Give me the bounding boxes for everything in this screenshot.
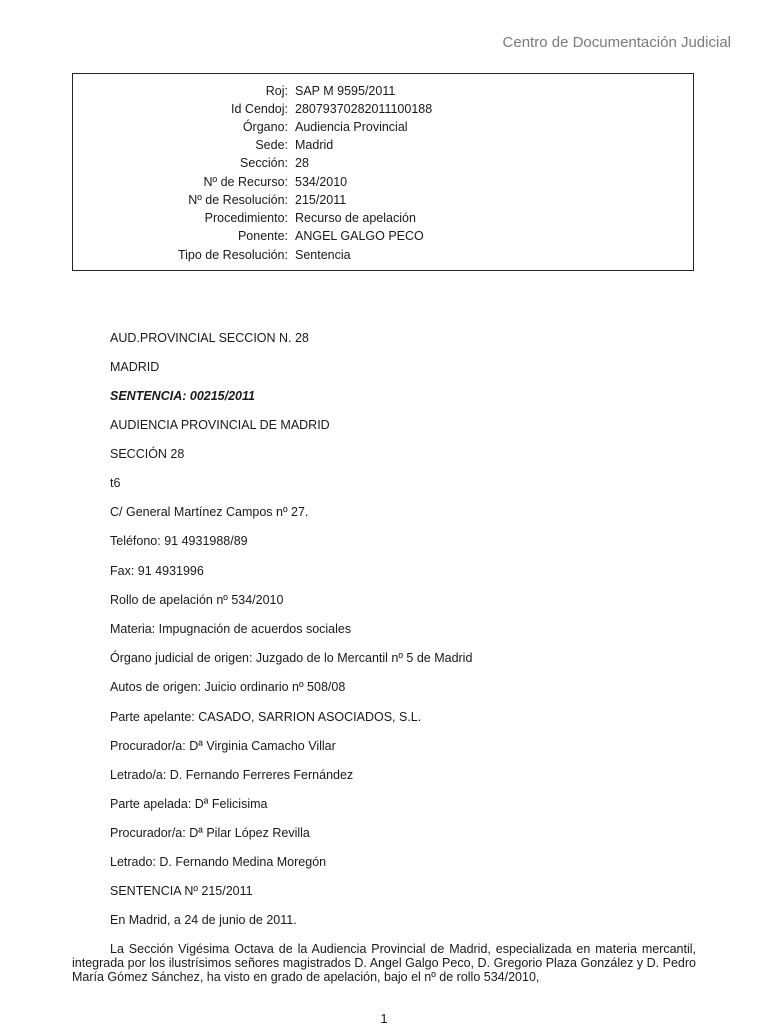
metadata-value: 534/2010 <box>295 175 348 189</box>
city-line: MADRID <box>110 360 160 374</box>
metadata-row <box>73 175 693 193</box>
metadata-row <box>73 138 693 156</box>
address-line: C/ General Martínez Campos nº 27. <box>110 505 309 519</box>
metadata-box <box>72 73 694 271</box>
metadata-label: Nº de Resolución: <box>188 193 288 207</box>
metadata-value: ANGEL GALGO PECO <box>295 229 424 243</box>
metadata-label: Sección: <box>240 156 288 170</box>
origin-court-line: Órgano judicial de origen: Juzgado de lo Mercantil nº 5 de Madrid <box>110 651 473 665</box>
appellant-procurator-line: Procurador/a: Dª Virginia Camacho Villar <box>110 739 336 753</box>
sentence-number-line: SENTENCIA Nº 215/2011 <box>110 884 253 898</box>
metadata-row <box>73 229 693 247</box>
metadata-label: Nº de Recurso: <box>203 175 288 189</box>
metadata-row <box>73 102 693 120</box>
origin-case-line: Autos de origen: Juicio ordinario nº 508/08 <box>110 680 346 694</box>
metadata-label: Ponente: <box>237 229 288 243</box>
subject-line: Materia: Impugnación de acuerdos sociales <box>110 622 352 636</box>
metadata-row <box>73 248 693 266</box>
appeal-roll-line: Rollo de apelación nº 534/2010 <box>110 593 284 607</box>
fax-line: Fax: 91 4931996 <box>110 564 204 578</box>
appellant-line: Parte apelante: CASADO, SARRION ASOCIADOS, S.L. <box>110 710 422 724</box>
metadata-value: Audiencia Provincial <box>295 120 408 134</box>
metadata-row <box>73 193 693 211</box>
metadata-value: Madrid <box>295 138 334 152</box>
metadata-label: Procedimiento: <box>204 211 288 225</box>
metadata-label: Tipo de Resolución: <box>177 248 288 262</box>
section-line: SECCIÓN 28 <box>110 447 185 461</box>
metadata-value: Recurso de apelación <box>295 211 416 225</box>
metadata-value: SAP M 9595/2011 <box>295 84 396 98</box>
phone-line: Teléfono: 91 4931988/89 <box>110 534 248 548</box>
header-brand: Centro de Documentación Judicial <box>502 34 731 51</box>
metadata-label: Id Cendoj: <box>231 102 288 116</box>
metadata-value: 28079370282011100188 <box>295 102 433 116</box>
code-line: t6 <box>110 476 121 490</box>
court-section-line: AUD.PROVINCIAL SECCION N. 28 <box>110 331 309 345</box>
metadata-label: Roj: <box>265 84 288 98</box>
appellee-line: Parte apelada: Dª Felicisima <box>110 797 268 811</box>
metadata-label: Sede: <box>255 138 288 152</box>
metadata-value: 215/2011 <box>295 193 347 207</box>
court-name-line: AUDIENCIA PROVINCIAL DE MADRID <box>110 418 330 432</box>
page-number: 1 <box>380 1011 388 1026</box>
sentence-number-heading: SENTENCIA: 00215/2011 <box>110 389 255 403</box>
appellee-procurator-line: Procurador/a: Dª Pilar López Revilla <box>110 826 310 840</box>
appellant-lawyer-line: Letrado/a: D. Fernando Ferreres Fernández <box>110 768 354 782</box>
metadata-value: 28 <box>295 156 309 170</box>
metadata-row <box>73 120 693 138</box>
metadata-row <box>73 84 693 102</box>
metadata-row <box>73 211 693 229</box>
metadata-label: Órgano: <box>242 120 288 134</box>
appellee-lawyer-line: Letrado: D. Fernando Medina Moregón <box>110 855 327 869</box>
metadata-row <box>73 156 693 174</box>
intro-paragraph: La Sección Vigésima Octava de la Audiencia Provincial de Madrid, especializada en materia mercantil, integrada por los ilustrísimos señores magistrados D. Angel Galgo Peco, D. Gregorio Plaza González y D. Pedro María Gómez Sánchez, ha visto en grado de apelación, bajo el nº de rollo 534/2010, <box>72 942 696 984</box>
date-line: En Madrid, a 24 de junio de 2011. <box>110 913 297 927</box>
metadata-value: Sentencia <box>295 248 351 262</box>
